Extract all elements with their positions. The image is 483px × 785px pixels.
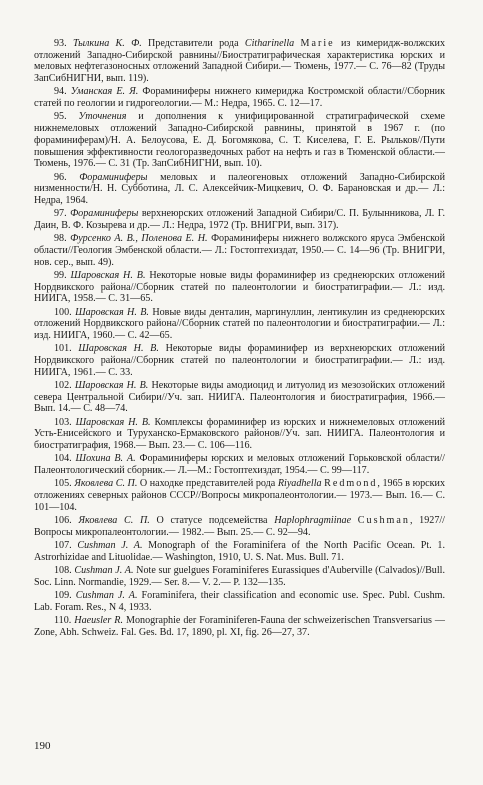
reference-text: Фораминиферы нижнего кимериджа Костромской области//Сборник статей по геологии и гидрогеологии.— М.: Недра, 1965. С. 12—17. (34, 86, 445, 110)
reference-entry (34, 590, 445, 613)
reference-text: О находке представителей рода (137, 478, 278, 490)
reference-text: верхнеюрских отложений Западной Сибири/С. П. Булынникова, Л. Г. Даин, В. Ф. Козырева и др.— Л.: Недра, 1972 (Тр. ВНИГРИ, вып. 317). (34, 208, 445, 231)
spaced-author-name: Marie (300, 38, 335, 49)
reference-text: из кимеридж-волжских отложений Западно-Сибирской равнины//Биостратиграфическая характеристика юрских и меловых нефтегазоносных отложений Западной Сибири.— Тюмень, 1977.— С. 76—82 (Труды ЗапСибНИГНИ, вып. 119). (34, 38, 445, 85)
reference-number: 102. (54, 380, 72, 392)
reference-number: 94. (54, 86, 67, 98)
reference-author: Шохина В. А. (75, 453, 136, 465)
reference-text: , 1965 в юрских отложениях северных районов СССР//Вопросы микропалеонтологии.— 1973.— Вып. 16.— С. 101—104. (34, 478, 446, 513)
reference-entry (34, 233, 445, 268)
reference-entry (34, 453, 445, 476)
reference-author: Шаровская Н. В. (70, 269, 146, 281)
reference-list (34, 38, 445, 639)
spaced-author-name: Redmond (324, 478, 378, 490)
reference-entry (34, 540, 445, 563)
reference-text: Foraminifera, their classification and economic use. Spec. Publ. Cushm. Lab. Foram. Res., N 4, 1933. (34, 590, 445, 613)
reference-entry (34, 270, 445, 305)
taxon-name: Haplophragmiinae (274, 515, 352, 527)
reference-number: 98. (54, 233, 67, 245)
reference-text: , 1927//Вопросы микропалеонтологии.— 1982.— Вып. 25.— С. 92—94. (34, 515, 445, 538)
reference-number: 106. (54, 515, 72, 527)
reference-text: Фораминиферы нижнего волжского яруса Эмбенской области//Геология Эмбенской области.— Л.: Гостоптехиздат, 1950.— С. 14—96 (Тр. ВНИГРИ, нов. сер., вып. 49). (34, 233, 445, 268)
reference-author: Haeusler R. (74, 615, 123, 627)
reference-text: Представители рода (141, 38, 245, 49)
reference-number: 97. (54, 208, 67, 220)
reference-number: 107. (54, 540, 72, 552)
reference-author: Фурсенко А. В., Поленова Е. Н. (70, 233, 208, 245)
reference-entry (34, 111, 445, 170)
reference-text: Комплексы фораминифер из юрских и нижнемеловых отложений Усть-Енисейского и Туруханско-Ермаковского районов//Уч. зап. НИИГА. Палеонтология и биостратиграфия, 1968.— Вып. 23.— С. 106—116. (34, 416, 446, 452)
reference-number: 108. (54, 565, 72, 577)
reference-author: Шаровская Н. В. (75, 306, 149, 318)
page-number: 190 (34, 740, 51, 752)
reference-text: Monographie der Foraminiferen-Fauna der schweizerischen Transversarius — Zone, Abh. Schweiz. Fal. Ges. Bd. 17, 1890, pl. XI, fig. 26—27, 37. (34, 615, 446, 638)
taxon-name: Citharinella (244, 38, 295, 49)
reference-number: 103. (54, 416, 72, 428)
reference-text: Фораминиферы юрских и меловых отложений Горьковской области//Палеонтологический сборник.— Л.—М.: Гостоптехиздат, 1954.— С. 99—117. (34, 453, 445, 477)
reference-author: Тылкина К. Ф. (72, 38, 142, 49)
reference-entry (34, 478, 445, 513)
reference-text: Note sur guelgues Foraminiferes Eurassiques d'Auberville (Calvados)//Bull. Soc. Linn. Normandie, 1929.— Ser. 8.— V. 2.— P. 132—135. (34, 565, 445, 588)
reference-author: Cushman J. A. (75, 590, 138, 602)
reference-text: Новые виды денталин, маргинуллин, лентикулин из среднеюрских отложений Нордвикского района//Сборник статей по палеонтологии и биостратиграфии.— Л.: изд. НИИГА, 1960.— С. 42—65. (34, 306, 446, 342)
taxon-name: Riyadhella (277, 478, 322, 490)
reference-entry (34, 565, 445, 588)
reference-number: 95. (54, 111, 67, 123)
reference-number: 93. (54, 38, 67, 49)
reference-number: 105. (54, 478, 72, 490)
reference-author: Шаровская Н. В. (78, 343, 159, 355)
reference-entry (34, 172, 445, 207)
reference-author: Яковлева С. П. (74, 478, 138, 490)
reference-author: Уточнения (78, 111, 127, 123)
reference-text: и дополнения к унифицированной стратиграфической схеме нижнемеловых отложений Западно-Сибирской равнины, принятой в 1967 г. (по фораминиферам)/Н. А. Белоусова, Е. Д. Богомякова, С. Т. Киселева, Г. Е. Рыльков//Пути повышения эффективности геологоразведочных работ на нефть и газ в Тюменской области.— Тюмень, 1976.— С. 31 (Тр. ЗапСибНИГНИ, вып. 10). (34, 111, 445, 170)
reference-author: Фораминиферы (79, 171, 148, 183)
spaced-author-name: Cushman (357, 515, 410, 527)
reference-entry (34, 208, 445, 231)
reference-number: 101. (54, 343, 72, 355)
reference-author: Яковлева С. П. (78, 515, 150, 527)
reference-entry (34, 615, 445, 638)
reference-text: Некоторые виды амодиоцид и литуолид из мезозойских отложений севера Центральной Сибири//Уч. зап. НИИГА. Палеонтология и биостратиграфия, 1966.— Вып. 14.— С. 48—74. (34, 380, 445, 415)
reference-entry (34, 380, 445, 415)
reference-number: 99. (54, 269, 67, 281)
reference-author: Фораминиферы (70, 208, 139, 220)
reference-number: 104. (54, 453, 72, 465)
reference-text (351, 515, 358, 526)
reference-entry (34, 307, 445, 342)
reference-number: 109. (54, 590, 72, 602)
reference-text: меловых и палеогеновых отложений Западно-Сибирской низменности/Н. Н. Субботина, Л. С. Алексейчик-Мицкевич, О. Ф. Барановская и др.— Л.: Недра, 1964. (34, 171, 445, 206)
reference-entry (34, 515, 445, 538)
reference-entry (34, 417, 445, 452)
reference-text: О статусе подсемейства (149, 515, 275, 527)
reference-text: Monograph of the Foraminifera of the North Pacific Ocean. Pt. 1. Astrorhizidae and Lituolidae.— Washington, 1910, U. S. Nat. Mus. Bull. 71. (34, 540, 445, 563)
reference-entry (34, 343, 445, 378)
reference-author: Шаровская Н. В. (74, 380, 149, 392)
reference-author: Cushman J. A. (77, 540, 143, 552)
reference-author: Уманская Е. Я. (70, 86, 139, 98)
reference-entry (34, 38, 445, 85)
reference-entry (34, 86, 445, 109)
reference-author: Cushman J. A. (74, 565, 134, 577)
reference-text: Некоторые новые виды фораминифер из среднеюрских отложений Нордвикского района//Сборник статей по палеонтологии и биостратиграфии.— Л.: изд. НИИГА, 1958.— С. 31—65. (34, 269, 446, 305)
reference-author: Шаровская Н. В. (75, 416, 151, 428)
reference-number: 96. (54, 171, 67, 183)
reference-number: 100. (54, 306, 72, 318)
reference-text: Некоторые виды фораминифер из верхнеюрских отложений Нордвикского района//Сборник статей по палеонтологии и биостратиграфии.— Л.: изд. НИИГА, 1961.— С. 33. (34, 343, 445, 378)
reference-number: 110. (54, 615, 72, 627)
